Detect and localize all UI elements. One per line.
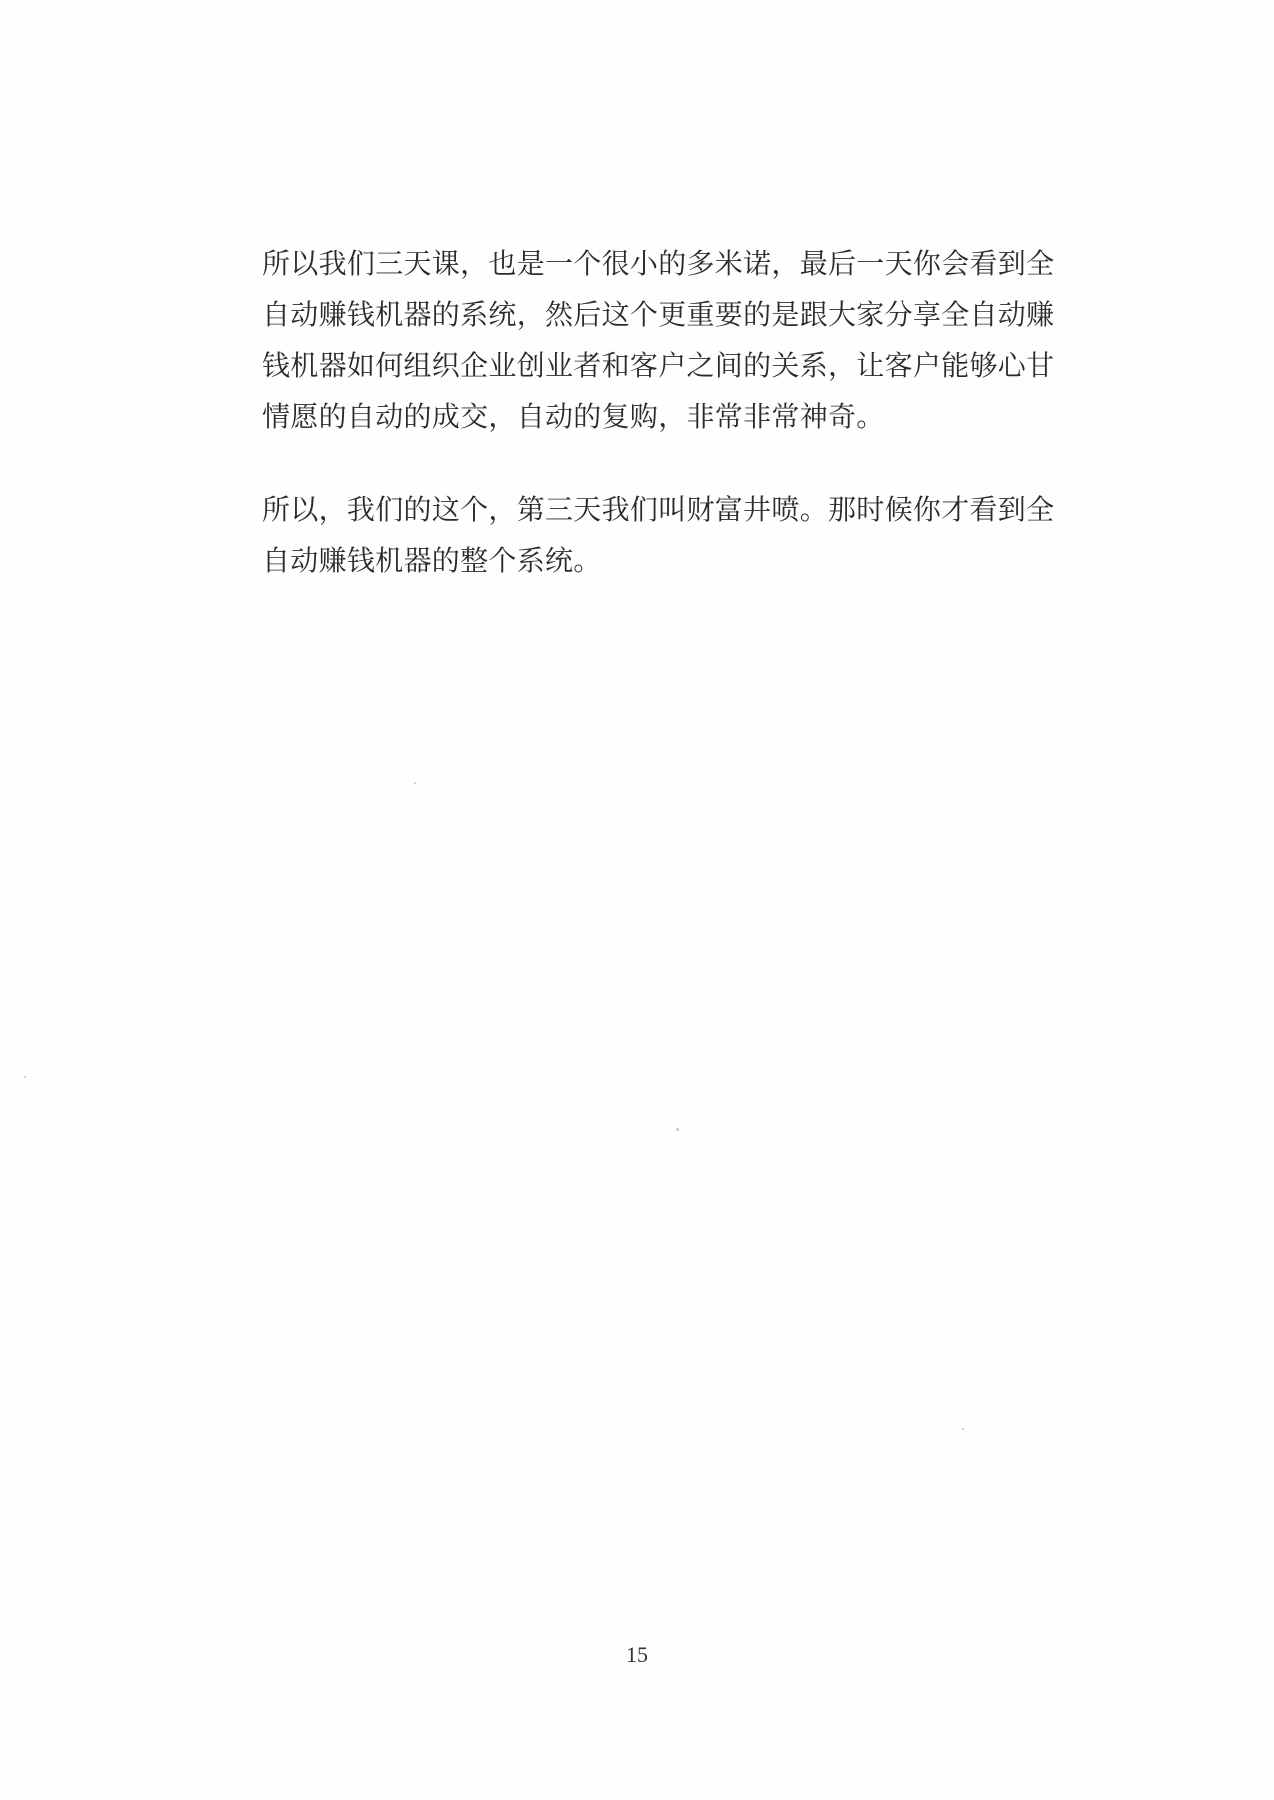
scan-speck [676,1128,679,1131]
text-line: 所以，我们的这个，第三天我们叫财富井喷。那时候你才看到全 [262,493,1055,526]
scan-speck [414,782,416,784]
text-line: 所以我们三天课，也是一个很小的多米诺，最后一天你会看到全 [262,247,1055,280]
scan-speck [24,1076,26,1078]
paragraph-2 [262,484,1062,586]
body-text [262,238,1062,628]
text-line: 自动赚钱机器的整个系统。 [262,544,602,577]
text-line: 情愿的自动的成交，自动的复购，非常非常神奇。 [262,400,885,433]
text-line: 自动赚钱机器的系统，然后这个更重要的是跟大家分享全自动赚 [262,298,1055,331]
scan-speck [962,1428,964,1430]
text-line: 钱机器如何组织企业创业者和客户之间的关系，让客户能够心甘 [262,349,1055,382]
page-number: 15 [626,1642,648,1667]
paragraph-1 [262,238,1062,442]
